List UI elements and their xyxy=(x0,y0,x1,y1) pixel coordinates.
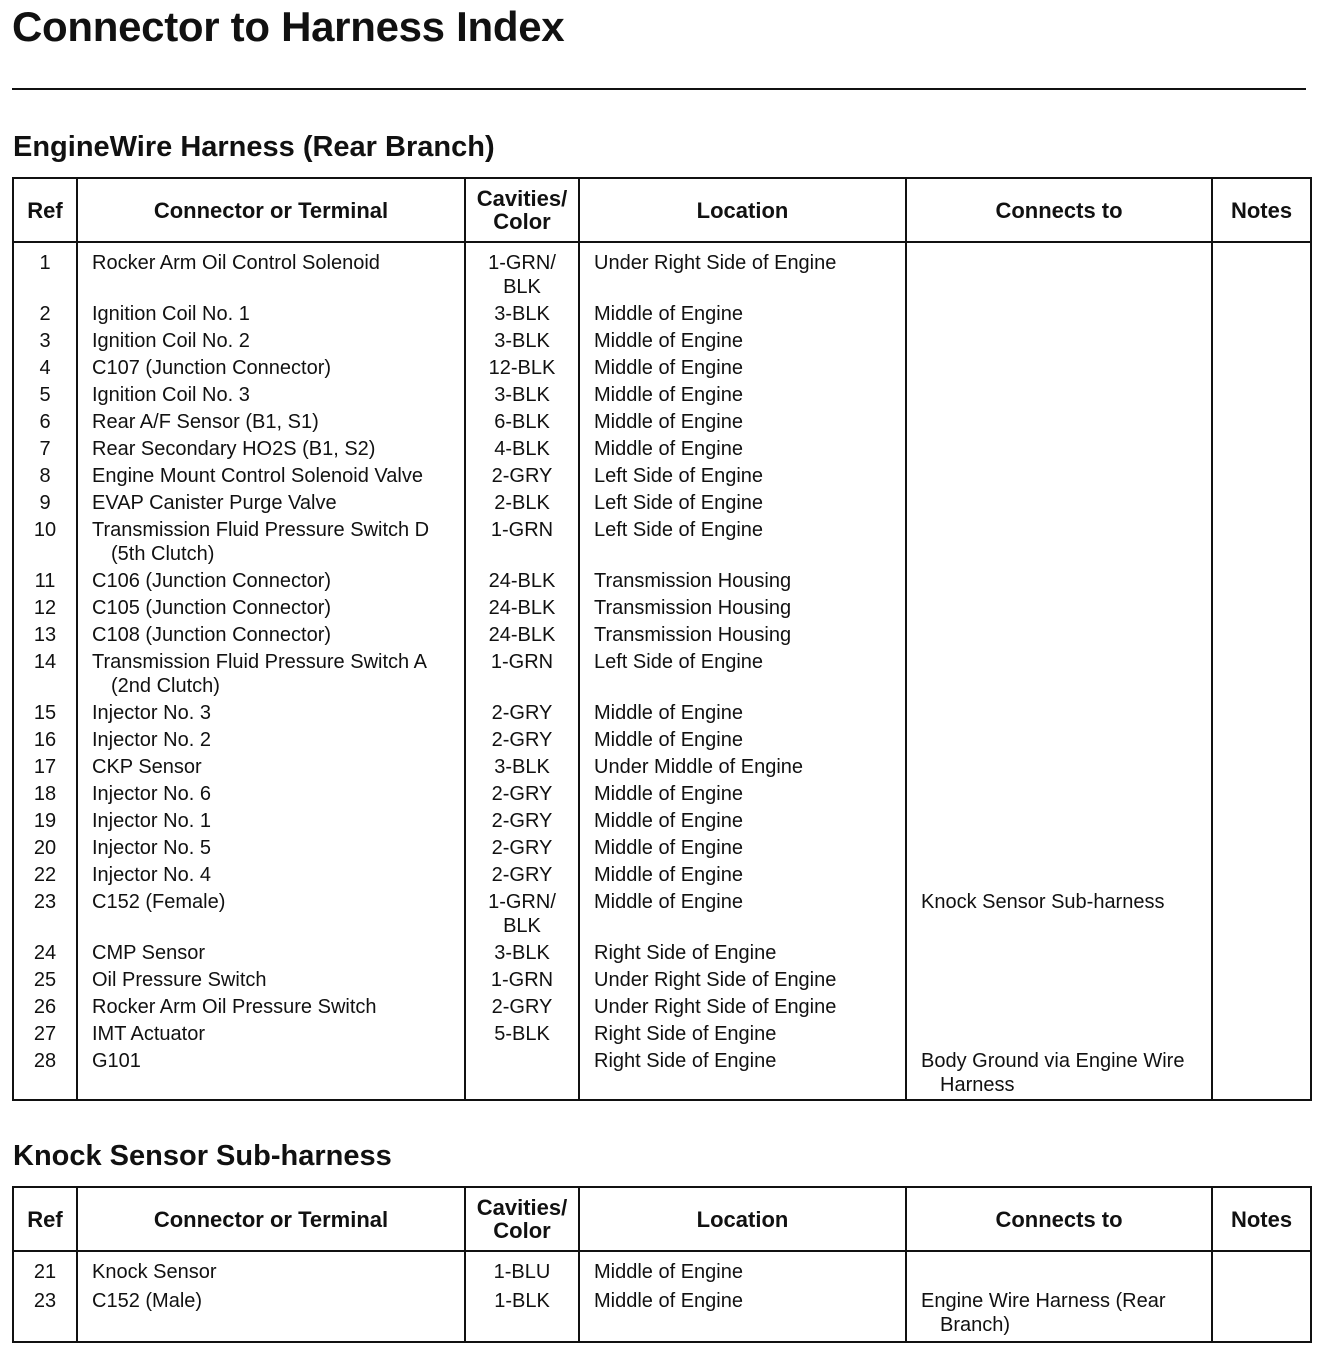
connector-cell-text: Injector No. 2 xyxy=(92,729,211,751)
notes-cell xyxy=(1212,328,1311,355)
cavities-cell: 2-GRY xyxy=(465,862,579,889)
location-cell: Left Side of Engine xyxy=(579,490,906,517)
connector-cell xyxy=(77,409,465,436)
cavities-cell: 3-BLK xyxy=(465,382,579,409)
title-divider xyxy=(12,88,1306,90)
location-cell: Left Side of Engine xyxy=(579,649,906,700)
notes-cell xyxy=(1212,595,1311,622)
notes-cell xyxy=(1212,940,1311,967)
location-cell: Under Right Side of Engine xyxy=(579,994,906,1021)
filler-cell xyxy=(77,1099,465,1100)
connects-to-cell xyxy=(906,242,1212,301)
ref-cell: 7 xyxy=(13,436,77,463)
connects-to-cell-text: Knock Sensor Sub-harness xyxy=(921,891,1165,913)
connector-cell-text: EVAP Canister Purge Valve xyxy=(92,492,337,514)
cavities-cell: 3-BLK xyxy=(465,940,579,967)
connector-cell-text: CKP Sensor xyxy=(92,756,202,778)
table-row xyxy=(13,649,1311,700)
col-header-connector: Connector or Terminal xyxy=(77,178,465,242)
table-row xyxy=(13,622,1311,649)
connector-cell xyxy=(77,940,465,967)
cavities-cell: 24-BLK xyxy=(465,568,579,595)
table-row xyxy=(13,967,1311,994)
ref-cell: 6 xyxy=(13,409,77,436)
table-row xyxy=(13,754,1311,781)
col-header-location: Location xyxy=(579,178,906,242)
notes-cell xyxy=(1212,649,1311,700)
connector-cell xyxy=(77,568,465,595)
table-filler-row xyxy=(13,1099,1311,1100)
ref-cell: 9 xyxy=(13,490,77,517)
connector-cell xyxy=(77,242,465,301)
ref-cell: 19 xyxy=(13,808,77,835)
notes-cell xyxy=(1212,862,1311,889)
location-cell: Right Side of Engine xyxy=(579,940,906,967)
connector-cell-text: Ignition Coil No. 2 xyxy=(92,330,250,352)
connector-cell xyxy=(77,967,465,994)
connector-cell-text: Rear Secondary HO2S (B1, S2) xyxy=(92,438,376,460)
notes-cell xyxy=(1212,436,1311,463)
cavities-cell: 2-GRY xyxy=(465,808,579,835)
connector-cell xyxy=(77,595,465,622)
cavities-cell: 24-BLK xyxy=(465,595,579,622)
connects-to-cell xyxy=(906,808,1212,835)
filler-cell xyxy=(13,1341,77,1342)
table-row xyxy=(13,568,1311,595)
location-cell: Middle of Engine xyxy=(579,382,906,409)
ref-cell: 5 xyxy=(13,382,77,409)
connects-to-cell xyxy=(906,568,1212,595)
cavities-cell: 2-GRY xyxy=(465,700,579,727)
cavities-cell: 24-BLK xyxy=(465,622,579,649)
location-cell: Right Side of Engine xyxy=(579,1048,906,1099)
connector-cell-text: Ignition Coil No. 3 xyxy=(92,384,250,406)
location-cell: Middle of Engine xyxy=(579,727,906,754)
col-header-connects: Connects to xyxy=(906,1187,1212,1251)
location-cell: Middle of Engine xyxy=(579,328,906,355)
table-row xyxy=(13,436,1311,463)
table-row xyxy=(13,1288,1311,1341)
table-row xyxy=(13,242,1311,301)
filler-cell xyxy=(1212,1341,1311,1342)
connector-cell-text: Injector No. 6 xyxy=(92,783,211,805)
location-cell: Middle of Engine xyxy=(579,355,906,382)
ref-cell: 3 xyxy=(13,328,77,355)
page-title: Connector to Harness Index xyxy=(12,3,565,50)
cavities-cell: 3-BLK xyxy=(465,301,579,328)
table-row xyxy=(13,382,1311,409)
connects-to-cell xyxy=(906,967,1212,994)
table-row xyxy=(13,727,1311,754)
connector-cell-text: C105 (Junction Connector) xyxy=(92,597,332,619)
filler-cell xyxy=(77,1341,465,1342)
cavities-cell: 1-GRN/ BLK xyxy=(465,889,579,940)
connector-cell xyxy=(77,382,465,409)
ref-cell: 22 xyxy=(13,862,77,889)
location-cell: Under Middle of Engine xyxy=(579,754,906,781)
table-row xyxy=(13,889,1311,940)
ref-cell: 4 xyxy=(13,355,77,382)
connects-to-cell-text: Engine Wire Harness (Rear Branch) xyxy=(921,1289,1166,1336)
table-row xyxy=(13,328,1311,355)
location-cell: Transmission Housing xyxy=(579,568,906,595)
connects-to-cell xyxy=(906,835,1212,862)
ref-cell: 17 xyxy=(13,754,77,781)
location-cell: Under Right Side of Engine xyxy=(579,967,906,994)
table-row xyxy=(13,1251,1311,1288)
notes-cell xyxy=(1212,1288,1311,1341)
connector-cell xyxy=(77,889,465,940)
location-cell: Middle of Engine xyxy=(579,862,906,889)
cavities-cell: 2-BLK xyxy=(465,490,579,517)
ref-cell: 13 xyxy=(13,622,77,649)
cavities-cell: 4-BLK xyxy=(465,436,579,463)
cavities-cell: 2-GRY xyxy=(465,781,579,808)
ref-cell: 20 xyxy=(13,835,77,862)
notes-cell xyxy=(1212,1048,1311,1099)
col-header-notes: Notes xyxy=(1212,178,1311,242)
cavities-cell: 1-GRN/ BLK xyxy=(465,242,579,301)
table-header-row xyxy=(13,1187,1311,1251)
ref-cell: 8 xyxy=(13,463,77,490)
cavities-cell: 2-GRY xyxy=(465,835,579,862)
cavities-cell: 3-BLK xyxy=(465,328,579,355)
filler-cell xyxy=(906,1341,1212,1342)
notes-cell xyxy=(1212,490,1311,517)
connector-cell-text: IMT Actuator xyxy=(92,1023,206,1045)
col-header-location: Location xyxy=(579,1187,906,1251)
connector-cell xyxy=(77,1288,465,1341)
table-row xyxy=(13,1021,1311,1048)
ref-cell: 18 xyxy=(13,781,77,808)
location-cell: Middle of Engine xyxy=(579,436,906,463)
ref-cell: 2 xyxy=(13,301,77,328)
connector-cell-text: C152 (Female) xyxy=(92,891,226,913)
location-cell: Middle of Engine xyxy=(579,835,906,862)
connects-to-cell xyxy=(906,1021,1212,1048)
location-cell: Middle of Engine xyxy=(579,781,906,808)
filler-cell xyxy=(1212,1099,1311,1100)
connects-to-cell xyxy=(906,1288,1212,1341)
notes-cell xyxy=(1212,382,1311,409)
ref-cell: 26 xyxy=(13,994,77,1021)
location-cell: Middle of Engine xyxy=(579,409,906,436)
connector-cell xyxy=(77,622,465,649)
notes-cell xyxy=(1212,301,1311,328)
ref-cell: 12 xyxy=(13,595,77,622)
filler-cell xyxy=(579,1341,906,1342)
connects-to-cell xyxy=(906,754,1212,781)
connects-to-cell xyxy=(906,301,1212,328)
connects-to-cell xyxy=(906,595,1212,622)
connects-to-cell xyxy=(906,355,1212,382)
connector-cell-text: Transmission Fluid Pressure Switch A (2nd Clutch) xyxy=(92,651,426,697)
notes-cell xyxy=(1212,517,1311,568)
filler-cell xyxy=(465,1099,579,1100)
col-header-ref: Ref xyxy=(13,1187,77,1251)
knock-sensor-sub-harness-table xyxy=(12,1186,1312,1343)
connector-cell xyxy=(77,727,465,754)
notes-cell xyxy=(1212,700,1311,727)
ref-cell: 16 xyxy=(13,727,77,754)
connector-cell xyxy=(77,463,465,490)
connector-cell xyxy=(77,649,465,700)
table-row xyxy=(13,808,1311,835)
notes-cell xyxy=(1212,781,1311,808)
location-cell: Left Side of Engine xyxy=(579,517,906,568)
location-cell: Under Right Side of Engine xyxy=(579,242,906,301)
connector-cell xyxy=(77,1048,465,1099)
connector-cell-text: Oil Pressure Switch xyxy=(92,969,267,991)
connects-to-cell xyxy=(906,382,1212,409)
connector-cell-text: Injector No. 3 xyxy=(92,702,211,724)
ref-cell: 1 xyxy=(13,242,77,301)
connects-to-cell xyxy=(906,781,1212,808)
connector-cell-text: Transmission Fluid Pressure Switch D (5th Clutch) xyxy=(92,519,430,565)
connects-to-cell xyxy=(906,490,1212,517)
cavities-cell: 1-BLK xyxy=(465,1288,579,1341)
location-cell: Middle of Engine xyxy=(579,889,906,940)
table-row xyxy=(13,355,1311,382)
connector-cell-text: Rocker Arm Oil Pressure Switch xyxy=(92,996,377,1018)
location-cell: Middle of Engine xyxy=(579,808,906,835)
connects-to-cell xyxy=(906,409,1212,436)
connector-cell-text: C152 (Male) xyxy=(92,1289,203,1312)
connector-cell-text: C107 (Junction Connector) xyxy=(92,357,332,379)
cavities-cell: 2-GRY xyxy=(465,994,579,1021)
notes-cell xyxy=(1212,754,1311,781)
notes-cell xyxy=(1212,568,1311,595)
location-cell: Middle of Engine xyxy=(579,1288,906,1341)
connector-cell-text: Rocker Arm Oil Control Solenoid xyxy=(92,252,380,274)
notes-cell xyxy=(1212,355,1311,382)
table-row xyxy=(13,490,1311,517)
connector-cell-text: C106 (Junction Connector) xyxy=(92,570,332,592)
table-row xyxy=(13,517,1311,568)
table-filler-row xyxy=(13,1341,1311,1342)
location-cell: Left Side of Engine xyxy=(579,463,906,490)
cavities-cell: 2-GRY xyxy=(465,727,579,754)
section-title-engine-wire-harness: EngineWire Harness (Rear Branch) xyxy=(13,131,495,163)
connects-to-cell xyxy=(906,649,1212,700)
connector-cell-text: Injector No. 1 xyxy=(92,810,211,832)
col-header-notes: Notes xyxy=(1212,1187,1311,1251)
connector-cell xyxy=(77,700,465,727)
cavities-cell: 3-BLK xyxy=(465,754,579,781)
notes-cell xyxy=(1212,994,1311,1021)
connects-to-cell xyxy=(906,1048,1212,1099)
connects-to-cell xyxy=(906,622,1212,649)
connects-to-cell xyxy=(906,463,1212,490)
col-header-connector: Connector or Terminal xyxy=(77,1187,465,1251)
connector-cell-text: Rear A/F Sensor (B1, S1) xyxy=(92,411,319,433)
connector-cell-text: Engine Mount Control Solenoid Valve xyxy=(92,465,423,487)
location-cell: Middle of Engine xyxy=(579,1251,906,1288)
cavities-cell xyxy=(465,1048,579,1099)
connector-cell-text: Ignition Coil No. 1 xyxy=(92,303,250,325)
ref-cell: 11 xyxy=(13,568,77,595)
cavities-cell: 5-BLK xyxy=(465,1021,579,1048)
ref-cell: 21 xyxy=(13,1251,77,1288)
engine-wire-harness-table xyxy=(12,177,1312,1101)
col-header-cavities: Cavities/ Color xyxy=(465,1187,579,1251)
connector-cell-text: G101 xyxy=(92,1050,141,1072)
connector-cell-text: Injector No. 4 xyxy=(92,864,211,886)
table-header-row xyxy=(13,178,1311,242)
table-row xyxy=(13,835,1311,862)
notes-cell xyxy=(1212,889,1311,940)
ref-cell: 25 xyxy=(13,967,77,994)
ref-cell: 10 xyxy=(13,517,77,568)
cavities-cell: 1-GRN xyxy=(465,967,579,994)
connector-cell xyxy=(77,301,465,328)
location-cell: Transmission Housing xyxy=(579,595,906,622)
notes-cell xyxy=(1212,1021,1311,1048)
notes-cell xyxy=(1212,727,1311,754)
connects-to-cell xyxy=(906,889,1212,940)
table-row xyxy=(13,700,1311,727)
table-row xyxy=(13,940,1311,967)
section-title-knock-sensor-sub-harness: Knock Sensor Sub-harness xyxy=(13,1140,392,1172)
table-row xyxy=(13,862,1311,889)
ref-cell: 27 xyxy=(13,1021,77,1048)
notes-cell xyxy=(1212,835,1311,862)
connects-to-cell xyxy=(906,862,1212,889)
connector-cell xyxy=(77,781,465,808)
notes-cell xyxy=(1212,808,1311,835)
notes-cell xyxy=(1212,409,1311,436)
notes-cell xyxy=(1212,1251,1311,1288)
location-cell: Middle of Engine xyxy=(579,700,906,727)
connects-to-cell xyxy=(906,436,1212,463)
table-row xyxy=(13,301,1311,328)
connects-to-cell xyxy=(906,727,1212,754)
connects-to-cell xyxy=(906,994,1212,1021)
filler-cell xyxy=(906,1099,1212,1100)
filler-cell xyxy=(13,1099,77,1100)
table-row xyxy=(13,595,1311,622)
col-header-cavities: Cavities/ Color xyxy=(465,178,579,242)
ref-cell: 23 xyxy=(13,1288,77,1341)
cavities-cell: 12-BLK xyxy=(465,355,579,382)
table-row xyxy=(13,781,1311,808)
connector-cell xyxy=(77,754,465,781)
connects-to-cell xyxy=(906,517,1212,568)
ref-cell: 23 xyxy=(13,889,77,940)
connector-cell xyxy=(77,436,465,463)
cavities-cell: 1-GRN xyxy=(465,517,579,568)
connector-cell xyxy=(77,490,465,517)
location-cell: Right Side of Engine xyxy=(579,1021,906,1048)
connector-cell xyxy=(77,355,465,382)
filler-cell xyxy=(465,1341,579,1342)
connector-cell xyxy=(77,1021,465,1048)
ref-cell: 28 xyxy=(13,1048,77,1099)
ref-cell: 15 xyxy=(13,700,77,727)
connector-cell xyxy=(77,994,465,1021)
connector-cell-text: C108 (Junction Connector) xyxy=(92,624,332,646)
filler-cell xyxy=(579,1099,906,1100)
connects-to-cell xyxy=(906,940,1212,967)
cavities-cell: 2-GRY xyxy=(465,463,579,490)
ref-cell: 24 xyxy=(13,940,77,967)
connector-cell-text: CMP Sensor xyxy=(92,942,206,964)
location-cell: Middle of Engine xyxy=(579,301,906,328)
notes-cell xyxy=(1212,622,1311,649)
connector-cell xyxy=(77,808,465,835)
cavities-cell: 1-BLU xyxy=(465,1251,579,1288)
connects-to-cell xyxy=(906,1251,1212,1288)
connects-to-cell xyxy=(906,700,1212,727)
connector-cell xyxy=(77,328,465,355)
connects-to-cell-text: Body Ground via Engine Wire Harness xyxy=(921,1050,1185,1096)
connector-cell-text: Injector No. 5 xyxy=(92,837,211,859)
notes-cell xyxy=(1212,242,1311,301)
table-row xyxy=(13,463,1311,490)
connector-cell xyxy=(77,835,465,862)
table-row xyxy=(13,1048,1311,1099)
table-row xyxy=(13,409,1311,436)
cavities-cell: 1-GRN xyxy=(465,649,579,700)
cavities-cell: 6-BLK xyxy=(465,409,579,436)
table-row xyxy=(13,994,1311,1021)
connector-cell xyxy=(77,517,465,568)
notes-cell xyxy=(1212,463,1311,490)
connector-cell-text: Knock Sensor xyxy=(92,1261,217,1283)
notes-cell xyxy=(1212,967,1311,994)
connects-to-cell xyxy=(906,328,1212,355)
connector-cell xyxy=(77,862,465,889)
ref-cell: 14 xyxy=(13,649,77,700)
col-header-ref: Ref xyxy=(13,178,77,242)
col-header-connects: Connects to xyxy=(906,178,1212,242)
connector-cell xyxy=(77,1251,465,1288)
location-cell: Transmission Housing xyxy=(579,622,906,649)
